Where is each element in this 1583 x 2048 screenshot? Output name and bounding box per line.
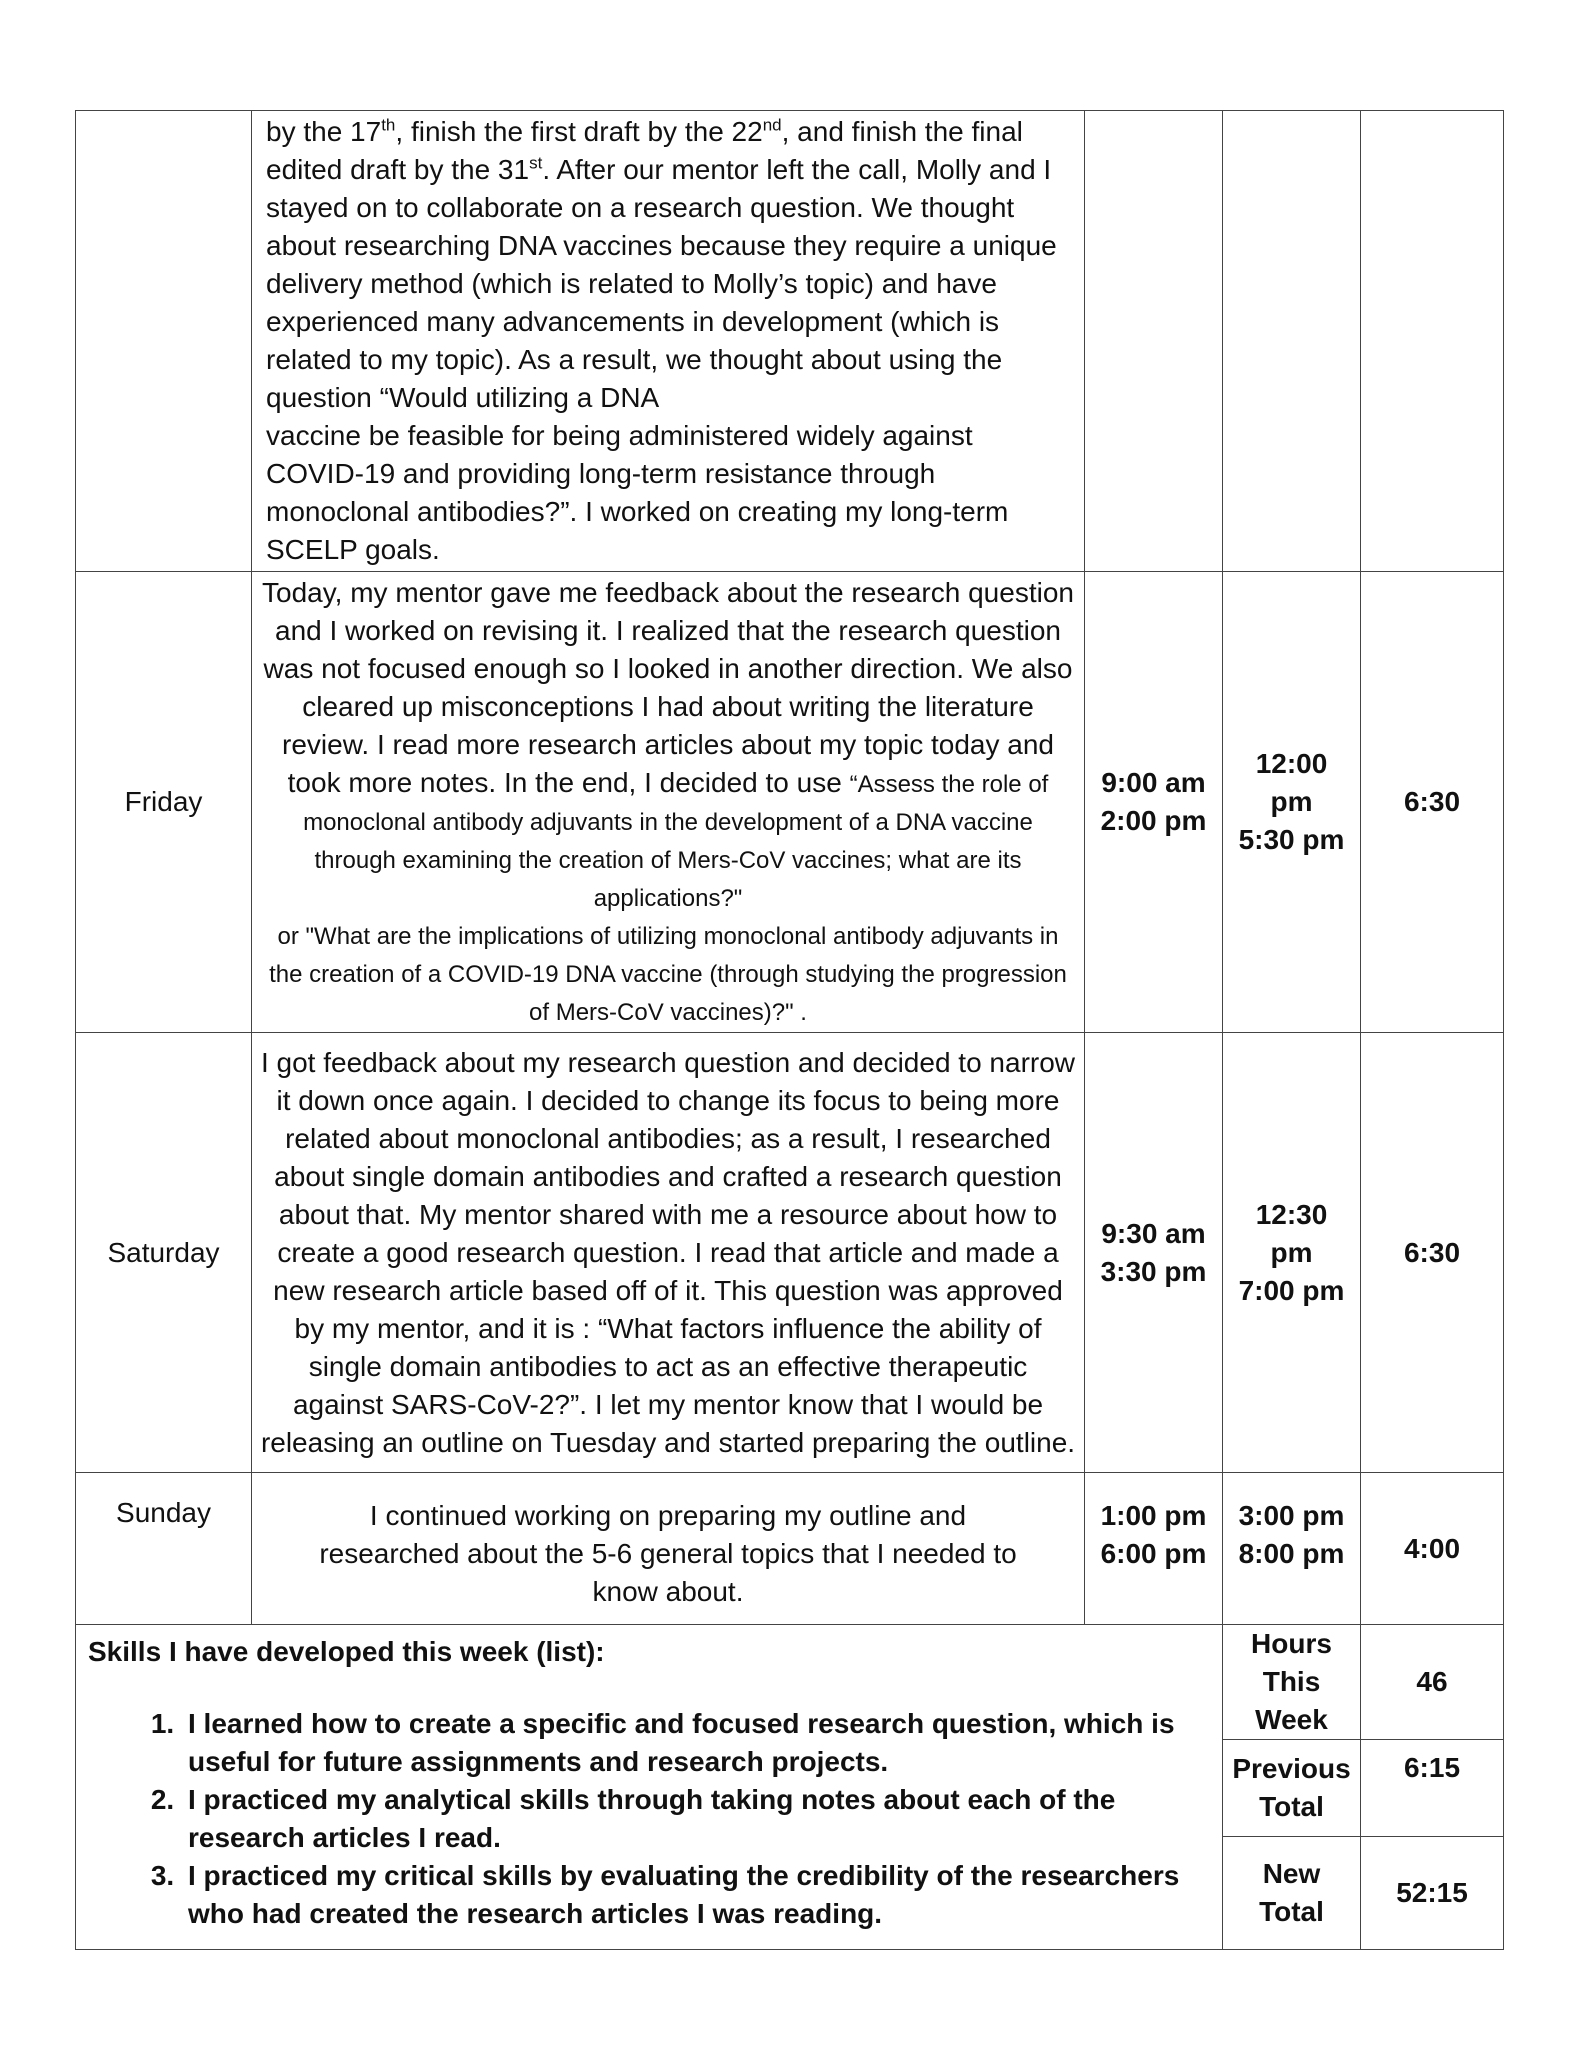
day-label-sunday: Sunday (76, 1473, 252, 1625)
start-time: 3:30 pm (1100, 1255, 1207, 1287)
day-cell-empty (76, 111, 252, 572)
start-time: 9:00 am (1101, 767, 1206, 798)
end-time: 5:30 pm (1238, 824, 1345, 855)
activity-description-saturday: I got feedback about my research question and decided to narrow it down once again. I decided to change its focus to being more related about monoclonal antibodies; as a result, I researched about single domain antibodies and crafted a research question about that. My mentor shared with me a resource about how to create a good research question. I read that article and made a new research article based off of it. This question was approved by my mentor, and it is : “What factors influence the ability of single domain antibodies to act as an effective therapeutic against SARS-CoV-2?”. I let my mentor know that I would be releasing an outline on Tuesday and started preparing the outline. (252, 1033, 1085, 1473)
activity-description-sunday: I continued working on preparing my outline and researched about the 5-6 general topics that I needed to know about. (252, 1473, 1085, 1625)
hours-saturday: 6:30 (1361, 1033, 1504, 1473)
table-row-saturday (76, 1033, 1504, 1473)
hours-cell-empty (1361, 111, 1504, 572)
end-time: 3:00 pm (1238, 1500, 1345, 1531)
list-item: 1. I learned how to create a specific and focused research question, which is useful for future assignments and research projects. (182, 1705, 1210, 1781)
table-row-friday (76, 572, 1504, 1033)
table-row-sunday (76, 1473, 1504, 1625)
end-time-cell-empty (1223, 111, 1361, 572)
end-time: 12:30 (1255, 1198, 1328, 1230)
activity-description-continuation: by the 17th, finish the first draft by the 22nd, and finish the final edited draft by the 31st. After our mentor left the call, Molly and I stayed on to collaborate on a research question. We thought about researching DNA vaccines because they require a unique delivery method (which is related to Molly’s topic) and have experienced many advancements in development (which is related to my topic). As a result, we thought about using the question “Would utilizing a DNA vaccine be feasible for being administered widely against COVID-19 and providing long-term resistance through monoclonal antibodies?”. I worked on creating my long-term SCELP goals. (252, 111, 1085, 572)
end-times-friday (1223, 572, 1361, 1033)
weekly-log-table (75, 110, 1504, 1950)
day-label-saturday: Saturday (76, 1033, 252, 1473)
previous-total-value: 6:15 (1361, 1740, 1504, 1837)
new-total-value: 52:15 (1361, 1837, 1504, 1950)
end-time: 12:00 (1255, 748, 1328, 779)
list-item: 3. I practiced my critical skills by evaluating the credibility of the researchers who had created the research articles I was reading. (182, 1857, 1210, 1933)
end-time: 8:00 pm (1238, 1538, 1345, 1569)
day-label-friday: Friday (76, 572, 252, 1033)
start-times-friday (1085, 572, 1223, 1033)
activity-description-friday: Today, my mentor gave me feedback about the research question and I worked on revising it. I realized that the research question was not focused enough so I looked in another direction. We also cleared up misconceptions I had about writing the literature review. I read more research articles about my topic today and took more notes. In the end, I decided to use “Assess the role of monoclonal antibody adjuvants in the development of a DNA vaccine through examining the creation of Mers-CoV vaccines; what are its applications?" or "What are the implications of utilizing monoclonal antibody adjuvants in the creation of a COVID-19 DNA vaccine (through studying the progression of Mers-CoV vaccines)?" . (252, 572, 1085, 1033)
new-total-label: New Total (1223, 1837, 1361, 1950)
skills-list (88, 1705, 1210, 1933)
hours-this-week-value: 46 (1361, 1625, 1504, 1740)
skills-heading: Skills I have developed this week (list): (88, 1636, 605, 1667)
start-time: 1:00 pm (1100, 1500, 1207, 1531)
end-times-sunday (1223, 1473, 1361, 1625)
hours-this-week-label: Hours This Week (1223, 1625, 1361, 1740)
start-time: 2:00 pm (1100, 805, 1207, 836)
end-time: 7:00 pm (1238, 1274, 1345, 1306)
list-item: 2. I practiced my analytical skills through taking notes about each of the research articles I read. (182, 1781, 1210, 1857)
end-times-saturday (1223, 1033, 1361, 1473)
hours-sunday: 4:00 (1361, 1473, 1504, 1625)
start-time: 9:30 am (1101, 1217, 1206, 1249)
start-times-saturday (1085, 1033, 1223, 1473)
end-time: pm (1270, 1236, 1313, 1268)
start-time: 6:00 pm (1100, 1538, 1207, 1569)
start-time-cell-empty (1085, 111, 1223, 572)
table-row-hours-this-week (76, 1625, 1504, 1740)
end-time: pm (1270, 786, 1313, 817)
previous-total-label: Previous Total (1223, 1740, 1361, 1837)
skills-section (76, 1625, 1223, 1950)
table-row-continuation (76, 111, 1504, 572)
hours-friday: 6:30 (1361, 572, 1504, 1033)
start-times-sunday (1085, 1473, 1223, 1625)
